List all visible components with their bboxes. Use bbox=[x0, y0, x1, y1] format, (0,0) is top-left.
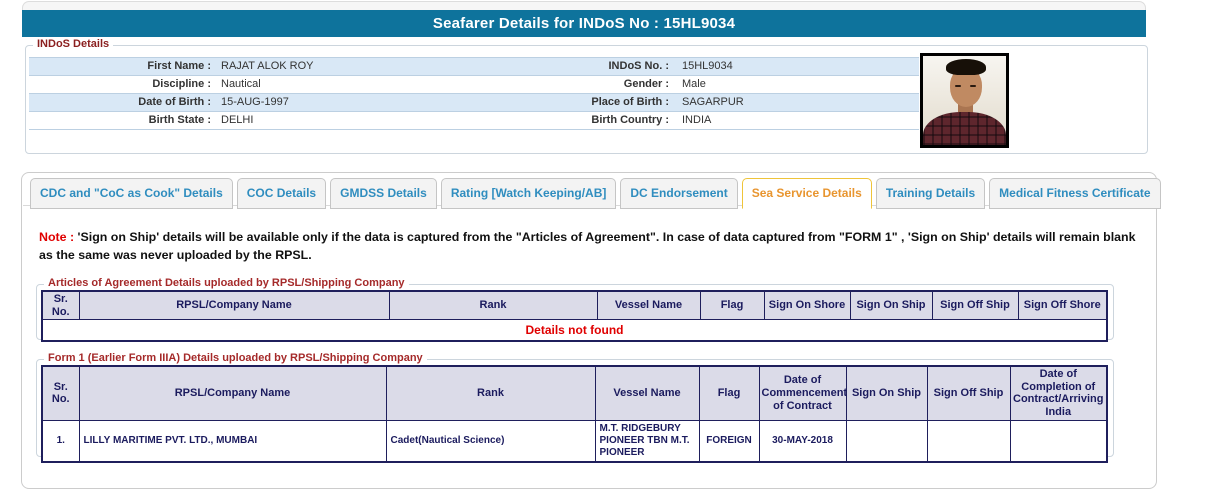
photo-plaid-shirt bbox=[923, 112, 1006, 145]
detail-label: Gender : bbox=[623, 78, 669, 90]
photo-eye bbox=[955, 85, 961, 87]
table-cell-vessel: M.T. RIDGEBURY PIONEER TBN M.T. PIONEER bbox=[595, 420, 699, 462]
detail-label: Birth State : bbox=[148, 114, 211, 126]
page-title: Seafarer Details for INDoS No : 15HL9034 bbox=[22, 10, 1146, 37]
tab-coc-details[interactable]: COC Details bbox=[237, 178, 326, 209]
detail-value: Nautical bbox=[221, 78, 261, 90]
detail-label: INDoS No. : bbox=[608, 60, 669, 72]
column-header: Sign Off Ship bbox=[927, 366, 1010, 420]
detail-label: Place of Birth : bbox=[591, 96, 669, 108]
column-header: Flag bbox=[699, 366, 759, 420]
detail-label: Discipline : bbox=[152, 78, 211, 90]
detail-row bbox=[29, 76, 919, 94]
seafarer-photo bbox=[920, 53, 1009, 148]
table-cell-rank: Cadet(Nautical Science) bbox=[386, 420, 595, 462]
detail-value: Male bbox=[682, 78, 706, 90]
form1-table bbox=[41, 365, 1108, 463]
detail-value: INDIA bbox=[682, 114, 712, 126]
column-header: Vessel Name bbox=[597, 291, 700, 320]
note-body: 'Sign on Ship' details will be available only if the data is captured from the "Articles of Agreement". In case of data captured from "FORM 1" , 'Sign on Ship' details will remain blank as the same was never uploaded by the RPSL. bbox=[39, 230, 1136, 262]
note-text bbox=[39, 229, 1147, 265]
indos-details-legend: INDoS Details bbox=[33, 38, 113, 50]
tab-strip bbox=[30, 178, 1161, 209]
detail-label: First Name : bbox=[147, 60, 211, 72]
photo-hair bbox=[946, 59, 986, 75]
articles-of-agreement-fieldset bbox=[36, 277, 1114, 340]
table-header-row bbox=[42, 366, 1107, 420]
outer-panel-top bbox=[22, 1, 1146, 10]
detail-value: DELHI bbox=[221, 114, 254, 126]
table-cell-flag: FOREIGN bbox=[699, 420, 759, 462]
detail-value: SAGARPUR bbox=[682, 96, 744, 108]
column-header: Sign On Ship bbox=[846, 366, 927, 420]
tab-training-details[interactable]: Training Details bbox=[876, 178, 985, 209]
note-prefix: Note : bbox=[39, 230, 75, 244]
table-cell-sr-no: 1. bbox=[42, 420, 79, 462]
column-header: Sign On Ship bbox=[850, 291, 932, 320]
table-cell-sign-on-ship bbox=[846, 420, 927, 462]
tab-cdc-coc-as-cook-details[interactable]: CDC and "CoC as Cook" Details bbox=[30, 178, 233, 209]
form1-legend: Form 1 (Earlier Form IIIA) Details uploaded by RPSL/Shipping Company bbox=[44, 352, 427, 364]
tab-medical-fitness-certificate[interactable]: Medical Fitness Certificate bbox=[989, 178, 1160, 209]
sea-service-tab-panel bbox=[21, 172, 1157, 489]
column-header: Rank bbox=[389, 291, 597, 320]
column-header: RPSL/Company Name bbox=[79, 291, 389, 320]
detail-value: 15HL9034 bbox=[682, 60, 733, 72]
tab-sea-service-details[interactable]: Sea Service Details bbox=[742, 178, 872, 209]
table-header-row bbox=[42, 291, 1107, 320]
column-header: Date of Commencement of Contract bbox=[759, 366, 846, 420]
column-header: Sr. No. bbox=[42, 366, 79, 420]
table-cell-company: LILLY MARITIME PVT. LTD., MUMBAI bbox=[79, 420, 386, 462]
detail-label: Birth Country : bbox=[591, 114, 669, 126]
detail-row bbox=[29, 94, 919, 112]
table-cell-completion-date bbox=[1010, 420, 1107, 462]
detail-label: Date of Birth : bbox=[138, 96, 211, 108]
table-row bbox=[42, 420, 1107, 462]
column-header: Date of Completion of Contract/Arriving India bbox=[1010, 366, 1107, 420]
column-header: Sign Off Shore bbox=[1018, 291, 1107, 320]
indos-details-grid bbox=[29, 57, 919, 130]
tab-rating-watch-keeping-ab[interactable]: Rating [Watch Keeping/AB] bbox=[441, 178, 617, 209]
table-cell-sign-off-ship bbox=[927, 420, 1010, 462]
column-header: Sr. No. bbox=[42, 291, 79, 320]
column-header: Rank bbox=[386, 366, 595, 420]
photo-eye bbox=[970, 85, 976, 87]
table-cell-commencement-date: 30-MAY-2018 bbox=[759, 420, 846, 462]
column-header: Flag bbox=[700, 291, 764, 320]
articles-table bbox=[41, 290, 1108, 342]
table-row bbox=[42, 320, 1107, 342]
articles-legend: Articles of Agreement Details uploaded by RPSL/Shipping Company bbox=[44, 277, 409, 289]
column-header: RPSL/Company Name bbox=[79, 366, 386, 420]
detail-row bbox=[29, 112, 919, 130]
column-header: Sign Off Ship bbox=[932, 291, 1018, 320]
column-header: Vessel Name bbox=[595, 366, 699, 420]
detail-value: 15-AUG-1997 bbox=[221, 96, 289, 108]
form1-details-fieldset bbox=[36, 352, 1114, 458]
column-header: Sign On Shore bbox=[764, 291, 850, 320]
detail-value: RAJAT ALOK ROY bbox=[221, 60, 314, 72]
empty-message: Details not found bbox=[42, 320, 1107, 342]
detail-row bbox=[29, 58, 919, 76]
tab-gmdss-details[interactable]: GMDSS Details bbox=[330, 178, 437, 209]
tab-dc-endorsement[interactable]: DC Endorsement bbox=[620, 178, 737, 209]
